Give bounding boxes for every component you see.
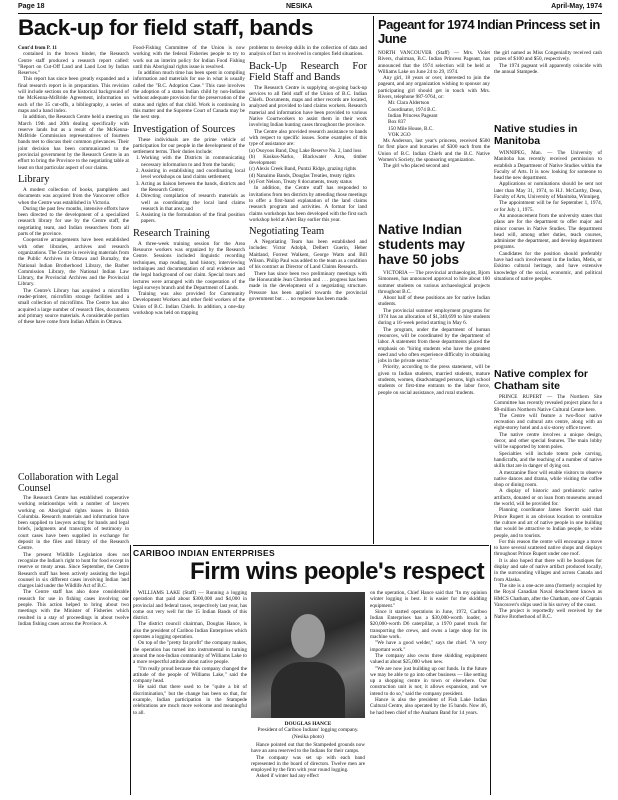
paragraph: The present Wildlife Legislation does not recognize the Indian's right to hunt for food except in reserve or treaty areas. Since September, the Centre Research staff has been actively assisting the legal counsel in six different cases involving Indian 'and charges laid under the Wildlife Act of B.C. — [18, 551, 129, 590]
subhead-sources: Investigation of Sources — [133, 123, 236, 135]
pageant-column-1 — [378, 50, 490, 220]
list-item: (d) Nanaimo Bands, Douglas Treaties, treaty rights — [249, 172, 355, 179]
section-rule — [133, 545, 489, 546]
paragraph: Training was also provided for Community Development Workers and other field workers of the Union of B.C. Indian Chiefs. In addition, a one-day workshop was held on trapping — [133, 291, 245, 316]
list-item: 3. Acting as liaison between the bands, districts and the Research Centre; — [141, 181, 245, 194]
paragraph: The girl who placed second and — [383, 163, 450, 170]
paragraph: A three-week training session for the Area Resource workers was organized by the Research Centre. Sessions included linguistic recording techniques, map reading, land history, interviewing techniques and documentation of oral evidence and the legal background of our claim. Special tours and lectures were arranged with the cooperation of the legal surveys branch and the Department of Lands. — [133, 240, 245, 291]
paragraph: These individuals are the prime vehicle of participation for our people in the development of the settlement terms. Their duties include: — [133, 136, 245, 156]
paragraph: Cooperative arrangements have been established with other libraries, archives and research organizations. The Centre is receiving materials from the Public Archives in Ottawa and Burnaby, the National Indian Brotherhood Library, the Barber Commission Library, the National Indian Law Library, the Provincial Archives and the Provincial Library. — [18, 237, 129, 288]
paragraph: The program, under the department of human resources, will be coordinated by the department of labor. A statement from these departments placed the emphasis on "hiring students who have the greatest need and who often experience difficulty in obtaining jobs in the private sector." — [378, 326, 490, 365]
paragraph: "We have a good welder," says the chief. "A very important work." — [370, 640, 487, 653]
cariboo-headline: Firm wins people's respect — [190, 558, 485, 585]
subhead-backup: Back-Up Research For Field Staff and Bands — [249, 60, 367, 83]
collaboration-headline: Collaboration with Legal Counsel — [18, 472, 119, 494]
manitoba-headline: Native studies in Manitoba — [494, 123, 578, 147]
paragraph: "I'm really proud because this company changed the attitude of the people of Williams Lake," said the company head. — [133, 665, 247, 685]
paragraph: About half of these positions are for native Indian students. — [378, 295, 490, 308]
list-item: (b) Kuskus-Narko, Blackwater Area, timber development — [249, 153, 367, 167]
paragraph: The Research Centre has established cooperative working relationships with a number of lawyers working on Aboriginal rights issues in British Columbia. Research materials and information have been supplied to lawyers acting for bands and legal briefs, judgments and transcripts of testimony in court cases have been supplied in exchange for deposit in the files and library of the Research Centre. — [18, 495, 129, 552]
paragraph: Candidates for the position should preferably have had such involvement in the Indian, Metis, or Eskimo cultural heritage, and have extensive knowledge of the social, economic, and political situations of native peoples. — [494, 250, 602, 282]
paragraph: During the past few months, intensive efforts have been directed to the development of a specialized research library for use by the Centre staff, the negotiating team, and Indian researchers from all parts of the province. — [18, 205, 129, 238]
paragraph: In addition, the Centre staff has responded to invitations from ten districts by attending those meetings to offer a first-hand explanation of the land claims research program and activities. A format for land claims workshops has been developed with the first such workshop held at Alert Bay earlier this year. — [249, 185, 367, 223]
column-divider — [490, 545, 491, 795]
paragraph: contained in the brown binder, the Research Centre staff produced a research report called: "Report on Cut-Off Land and Land Lost by Indian Reserves." — [18, 51, 129, 77]
paragraph: A Negotiating Team has been established and includes: Victor Adolph, Delbert Guerin, Heber Maitland, Forrest Walkem, George Watts and Bill Wilson. Philip Paul was added to the team as a condition of his contract as Director of Land Claims Research. — [249, 239, 367, 271]
paragraph: The company also owns three skidding equipment valued at about $25,000 when new. — [370, 652, 487, 666]
cariboo-column-2 — [251, 742, 365, 796]
paragraph: PRINCE RUPERT — The Northern Site Committee has recently revealed project plans for a $9-million Northern Native Cultural Centre here. — [494, 394, 602, 413]
list-item: (a) Osoyoos Band, Dog Lake Reserve No. 2, land loss — [249, 147, 362, 154]
paragraph: problems to develop skills in the collection of data and analysis of fact vs involved in complex field situations. — [249, 45, 367, 58]
address-line: Coordinator, 1974 B.C. — [388, 106, 437, 113]
paragraph: The site is a one-acre area (formerly occupied by the Royal Canadian Naval detachment known as HMCS Chatham, after the Chatham, one of Captain Vancouver's ships used in his survey of the coast. — [494, 582, 602, 608]
paragraph: For this reason the centre will encourage a move to have several scattered native shops and displays throughout Prince Rupert under one roof. — [494, 538, 602, 558]
paragraph: The Centre's Library has acquired a microfilm reader-printer, microfilm storage facilities and a small collection of microfilms. The Centre has also acquired a large number of research files, documents and primary source materials. A considerable portion of these have come from Indian Affairs in Ottawa. — [18, 287, 129, 326]
continued-note: Cont'd from P. 11 — [18, 45, 57, 51]
list-item: 2. Assisting in establishing and coordinating local level workshops on land claims settlement; — [141, 168, 245, 181]
column-divider — [130, 545, 131, 795]
subhead-library: Library — [18, 173, 50, 185]
paragraph: The provincial summer employment programs for 1974 has an allocation of $1,340,699 to hire students during a 16-week period starting in May 6. — [378, 307, 490, 327]
paragraph: Applications or nominations should be sent not later than May 31, 1974, to H.J. McCarthy, Dean, Faculty of Arts, University of Manitoba, Winnipeg. — [494, 181, 602, 201]
paragraph: He said that there used to be "quite a bit of discrimination," but the change has been so that, for example, Indian participation in the Stampede celebrations are much more welcome and meaningful to all. — [133, 684, 247, 716]
issue-date: April-May, 1974 — [551, 3, 602, 10]
address-line: 150 Mile House, B.C. — [388, 125, 434, 132]
list-item: (e) Fort Nelson, Treaty 8 documents, treaty status — [249, 179, 352, 186]
chatham-headline: Native complex for Chatham site — [494, 368, 588, 392]
story-column-3 — [249, 45, 367, 543]
main-headline: Back-up for field staff, bands — [18, 15, 314, 40]
paragraph: It is also hoped that there will be boutiques for display and sale of native artifact produced locally, in the surrounding villages and across Canada and from Alaska. — [494, 557, 602, 583]
address-line: Mr. Clara Aldertson — [388, 100, 430, 107]
paragraph: The Centre also provided research assistance to bands with respect to specific issues. Some examples of this type of assistance are: — [249, 128, 367, 148]
paragraph: Hance pointed out that the Stampeded grounds now have an area reserved to the Indians for their camps. — [251, 742, 365, 755]
paragraph: on the operation, Chief Hance said that "In my opinion winter logging is best. It is easier for the skidding equipment." — [370, 590, 487, 609]
subhead-training: Research Training — [133, 227, 210, 239]
list-item: 1. Working with the Districts in communicating necessary information to and from the bands; — [141, 155, 245, 168]
pageant-column-2 — [494, 50, 602, 112]
column-divider — [373, 16, 374, 544]
paragraph: VICTORIA — The provincial archaeologist, Bjorn Simonsen, has announced approval to hire about 100 summer students on various archaeological projects throughout B.C. — [378, 270, 490, 295]
address-line: Indian Princess Pageant — [388, 112, 438, 119]
cariboo-column-1 — [133, 590, 247, 796]
paragraph: The project is reportedly well received by the Native Brotherhood of B.C. — [494, 608, 602, 621]
students-headline: Native Indian students may have 50 jobs — [378, 222, 466, 267]
paragraph: Food-Fishing Committee of the Union is now working with the federal Fisheries people to try to work out an interim policy for Indian Food Fishing until this Aboriginal rights issue is resolved. — [133, 45, 245, 70]
paragraph: This report has since been greatly expanded and a final research report is in preparation. This revision will include sections on the historical background of the McKenna-McBride Agreement, information on each of the 35 cut-offs, a bibliography, a series of maps and a band index. — [18, 76, 129, 114]
page-header — [18, 2, 602, 14]
list-item: (c) Alexis Creek Band, Puntzi Ridge, grazing rights — [249, 166, 357, 173]
paragraph: The Centre staff has also done considerable research for use in fishing cases involving our people. This action helped to bring about two meetings with the Minister of Fisheries which resulted in a stay of proceedings in about twelve Indian fishing cases across the Province. A — [18, 589, 129, 627]
portrait-face — [291, 614, 325, 658]
paragraph: Hance is also the president of Fish Lake Indian Cultural Centre, also operated by the 15 bands. Now 46, he had been chief of the Anaham Band for 14 years. — [370, 697, 487, 716]
collaboration-column — [18, 495, 129, 795]
paragraph: NORTH VANCOUVER (Staff) — Mrs. Violet Rivers, chairman, B.C. Indian Princess Pageant, has announced that the 1974 selection will be held at Williams Lake on June 24 to 29, 1974. — [378, 50, 490, 75]
paragraph: The Centre will feature a two-floor native recreation and cultural arts centre, along with an eight-storey hotel and a six-storey office tower. — [494, 412, 602, 432]
paragraph: A modest collection of books, pamphlets and documents was acquired from the Vancouver office when the Centre was established in Victoria. — [18, 186, 129, 206]
address-line: Box 837 — [388, 119, 406, 126]
portrait-photo — [251, 592, 365, 718]
story-column-2 — [133, 45, 245, 543]
paragraph: Ms Anderson, last year's princess, received $500 for first place and bursaries of $300 each from the Union of B.C. Indian Chiefs and the B.C. Native Women's Society, the sponsoring organization. — [378, 138, 490, 164]
subhead-negotiating: Negotiating Team — [249, 226, 325, 238]
paragraph: Specialties will include totem pole carving, handicrafts, and the teaching of a number of native skills that are in danger of dying out. — [494, 450, 602, 470]
manitoba-column — [494, 150, 602, 348]
paragraph: The appointment will be for September 1, 1974, or for July 1, 1975. — [494, 200, 602, 213]
address-block — [378, 100, 490, 138]
caption-name: DOUGLAS HANCE — [284, 721, 332, 727]
caption-text: President of Cariboo Indians' logging company. (Nesika photo) — [257, 727, 359, 740]
paragraph: The Research Centre is supplying on-going back-up services to all field staff of the Union of B.C. Indian Chiefs. Documents, maps and other records are located, analyzed and provided to land claims workers. Research material and information have been provided to various Native Courtworkers to assist them in their work involving Indian hunting cases throughout the province. — [249, 84, 367, 129]
list-item: 5. Assisting in the formulation of the final position papers. — [141, 212, 245, 225]
paragraph: Planning coordinator James Sterritt said that Prince Rupert is an obvious location to centralize the culture and art of native people in one building that would be attractive to Indian people, to white people, and to tourists. — [494, 507, 602, 539]
paragraph: The 1974 pageant will apparently coincide with the annual Stampede. — [494, 62, 602, 75]
paragraph: On top of the "pretty fat profit" the company makes, the operation has turned into instrumental in turning around the non-Indian community of Williams Lake to a more respectful attitude about native people. — [133, 640, 247, 666]
paragraph: "We are now just building up our funds. In the future we may be able to go into other business — like setting up a shopping centre in town or elsewhere. Our construction unit is not; it allows expansion, and we intend to do so," said the company president. — [370, 665, 487, 697]
list-item: 4. Directing compilation of research materials as well as coordinating the local land claims research in that area; and — [141, 193, 245, 212]
publication-name: NESIKA — [286, 3, 313, 10]
chatham-column — [494, 394, 602, 796]
paragraph: Asked if winter had any effect — [256, 773, 319, 780]
paragraph: WILLIAMS LAKE (Staff) — Running a logging operation that paid about $300,000 and $4,000 in provincial and federal taxes, respectively last year, has come out very well for the 15 Indian Bands of this district. — [133, 590, 247, 622]
paragraph: The district council chairman, Douglas Hance, is also the president of Cariboo Indian Enterprises which operates a logging operation. — [133, 621, 247, 641]
paragraph: An announcement from the university states that plans are for the department to offer major and minor courses in Native Studies. The department head will, among other duties, teach courses, administer the department, and develop department programs. — [494, 212, 602, 251]
address-line: VOK 2GO — [388, 131, 411, 138]
paragraph: Any girl, 18 years or over, interested to join the pageant, and any organization wishing to sponsor any participating girl should get in touch with Mrs. Rivers, telephone 987-9764, or: — [378, 75, 490, 101]
paragraph: In addition, the Research Centre held a meeting on March 19th and 20th dealing specifically with reserve lands but as a result of the McKenna-McBride Commission representatives of fourteen bands met to discuss their common grievances. Their joint decision has been communicated to the provincial government by the Research Centre in an effort to bring the Province to the negotiating table at least on that particular aspect of our claims. — [18, 114, 129, 171]
paragraph: the girl named as Miss Congeniality received cash prizes of $100 and $50, respectively. — [494, 50, 602, 63]
portrait-body — [271, 662, 345, 718]
cariboo-kicker: CARIBOO INDIAN ENTERPRISES — [133, 548, 275, 558]
paragraph: The company was set up with each band represented in the board of directors. Twelve men are employed by the firm with year round logging. — [251, 754, 365, 774]
students-column — [378, 270, 490, 544]
paragraph: WINNIPEG, Man. — The University of Manitoba has recently received permission to establish a Department of Native Studies within the Faculty of Arts. It is now looking for someone to head the new department. — [494, 150, 602, 182]
cariboo-column-3 — [370, 590, 487, 796]
story-column-1 — [18, 45, 129, 457]
paragraph: In addition much time has been spent in compiling information and materials for use in what is usually called the "B.C. Adoption Case." This case involves the adoption of a status Indian child by non-Indians without adequate provision for the preservation of the status and rights of that child. Work is continuing in this matter and the Supreme Court of Canada may be the next step. — [133, 70, 245, 121]
paragraph: Priority, according to the press statement, will be given to Indian students, married students, mature students, women, disadvantaged persons, high school students or first-time entrants to the labor force, people on social assistance, and rural students. — [378, 364, 490, 396]
photo-caption — [251, 721, 365, 740]
paragraph: A mezzanine floor will enable visitors to observe native dances and drama, while visiting the coffee shop or dining room. — [494, 469, 602, 489]
paragraph: The native centre involves a unique design, decor, and other special features. The main lobby will be supported by totem poles. — [494, 431, 602, 451]
duties-list — [133, 155, 245, 224]
pageant-headline: Pageant for 1974 Indian Princess set in June — [378, 17, 600, 46]
paragraph: A display of historic and prehistoric native artifacts, donated or on loan from museums around the world, will be provided for. — [494, 488, 602, 508]
paragraph: Since it started operations in June, 1972, Cariboo Indian Enterprises has a $30,000-worth loader, a $20,000-worth D6 caterpillar, a 1970 panel truck for transporting the crews, and owns a large shop for its machine work. — [370, 608, 487, 641]
paragraph: There has since been two preliminary meetings with the Honourable Jean Chretien and . . . progress has been made in the development of a negotiating structure. Pressure has been applied towards the provincial government but . . . no response has been made. — [249, 270, 367, 302]
page-number: Page 18 — [18, 3, 45, 10]
